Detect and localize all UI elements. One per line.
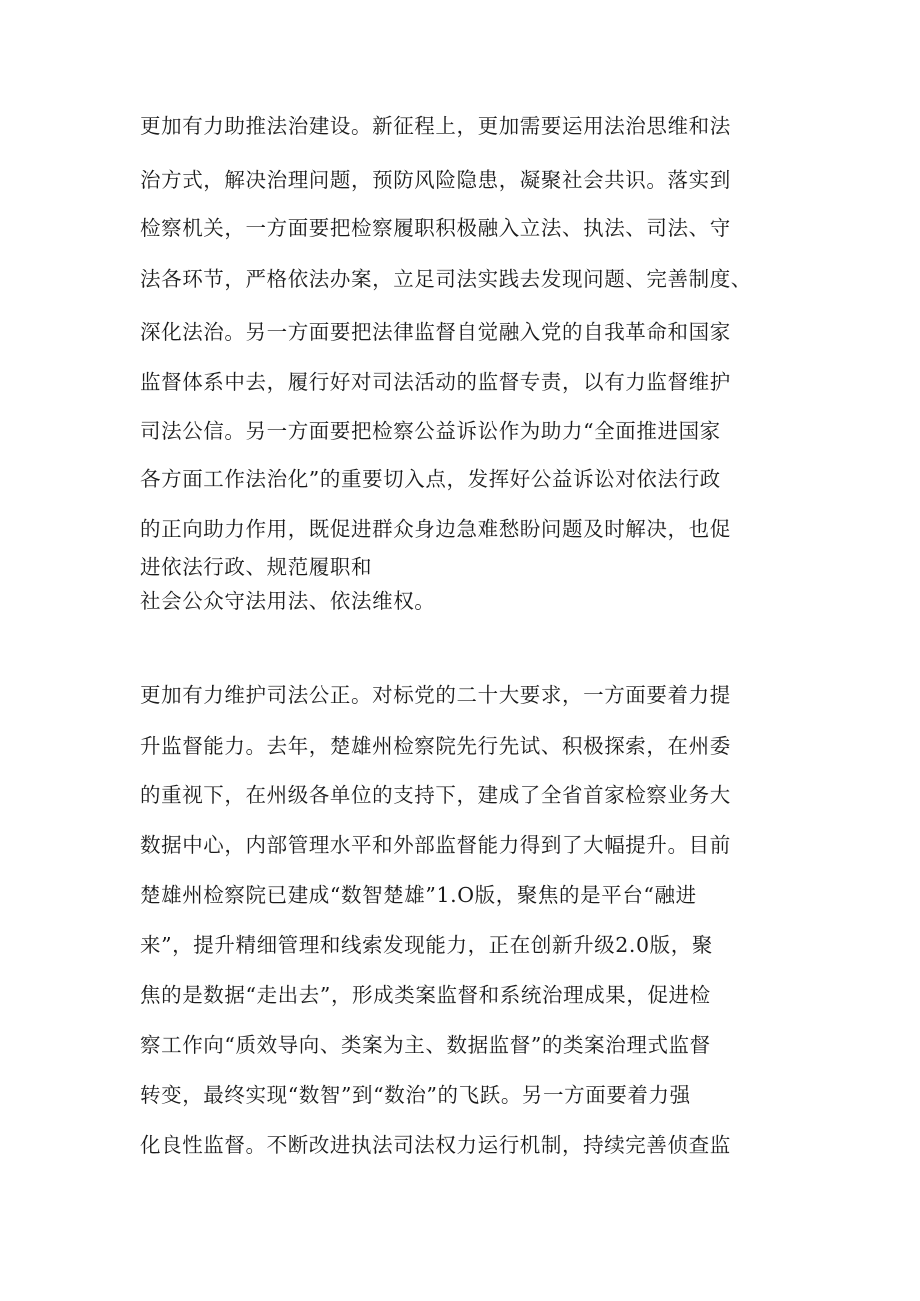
text-line: 监督体系中去，履行好对司法活动的监督专责，以有力监督维护 <box>140 370 731 394</box>
text-line: 司法公信。另一方面要把检察公益诉讼作为助力“全面推进国家 <box>140 419 721 443</box>
text-line: 进依法行政、规范履职和 <box>140 555 373 579</box>
text-line: 来”，提升精细管理和线索发现能力，正在创新升级2.0版，聚 <box>140 933 713 957</box>
text-line: 楚雄州检察院已建成“数智楚雄”1.O版，聚焦的是平台“融进 <box>140 883 697 907</box>
text-line: 更加有力助推法治建设。新征程上，更加需要运用法治思维和法 <box>140 114 731 138</box>
text-line: 数据中心，内部管理水平和外部监督能力得到了大幅提升。目前 <box>140 833 731 857</box>
text-line: 更加有力维护司法公正。对标党的二十大要求，一方面要着力提 <box>140 683 731 707</box>
text-line: 升监督能力。去年，楚雄州检察院先行先试、积极探索，在州委 <box>140 734 731 758</box>
text-line: 深化法治。另一方面要把法律监督自觉融入党的自我革命和国家 <box>140 320 731 344</box>
text-line: 焦的是数据“走出去”，形成类案监督和系统治理成果，促进检 <box>140 983 711 1007</box>
text-line: 法各环节，严格依法办案，立足司法实践去发现问题、完善制度、 <box>140 267 752 291</box>
text-line: 的重视下，在州级各单位的支持下，建成了全省首家检察业务大 <box>140 783 731 807</box>
text-line: 检察机关，一方面要把检察履职积极融入立法、执法、司法、守 <box>140 216 731 240</box>
text-line: 各方面工作法治化”的重要切入点，发挥好公益诉讼对依法行政 <box>140 467 721 491</box>
text-line: 的正向助力作用，既促进群众身边急难愁盼问题及时解决，也促 <box>140 517 731 541</box>
text-line: 转变，最终实现“数智”到“数治”的飞跃。另一方面要着力强 <box>140 1083 691 1107</box>
text-line: 察工作向“质效导向、类案为主、数据监督”的类案治理式监督 <box>140 1033 711 1057</box>
text-line: 化良性监督。不断改进执法司法权力运行机制，持续完善侦查监 <box>140 1133 731 1157</box>
text-line: 社会公众守法用法、依法维权。 <box>140 589 436 613</box>
text-line: 治方式，解决治理问题，预防风险隐患，凝聚社会共识。落实到 <box>140 168 731 192</box>
